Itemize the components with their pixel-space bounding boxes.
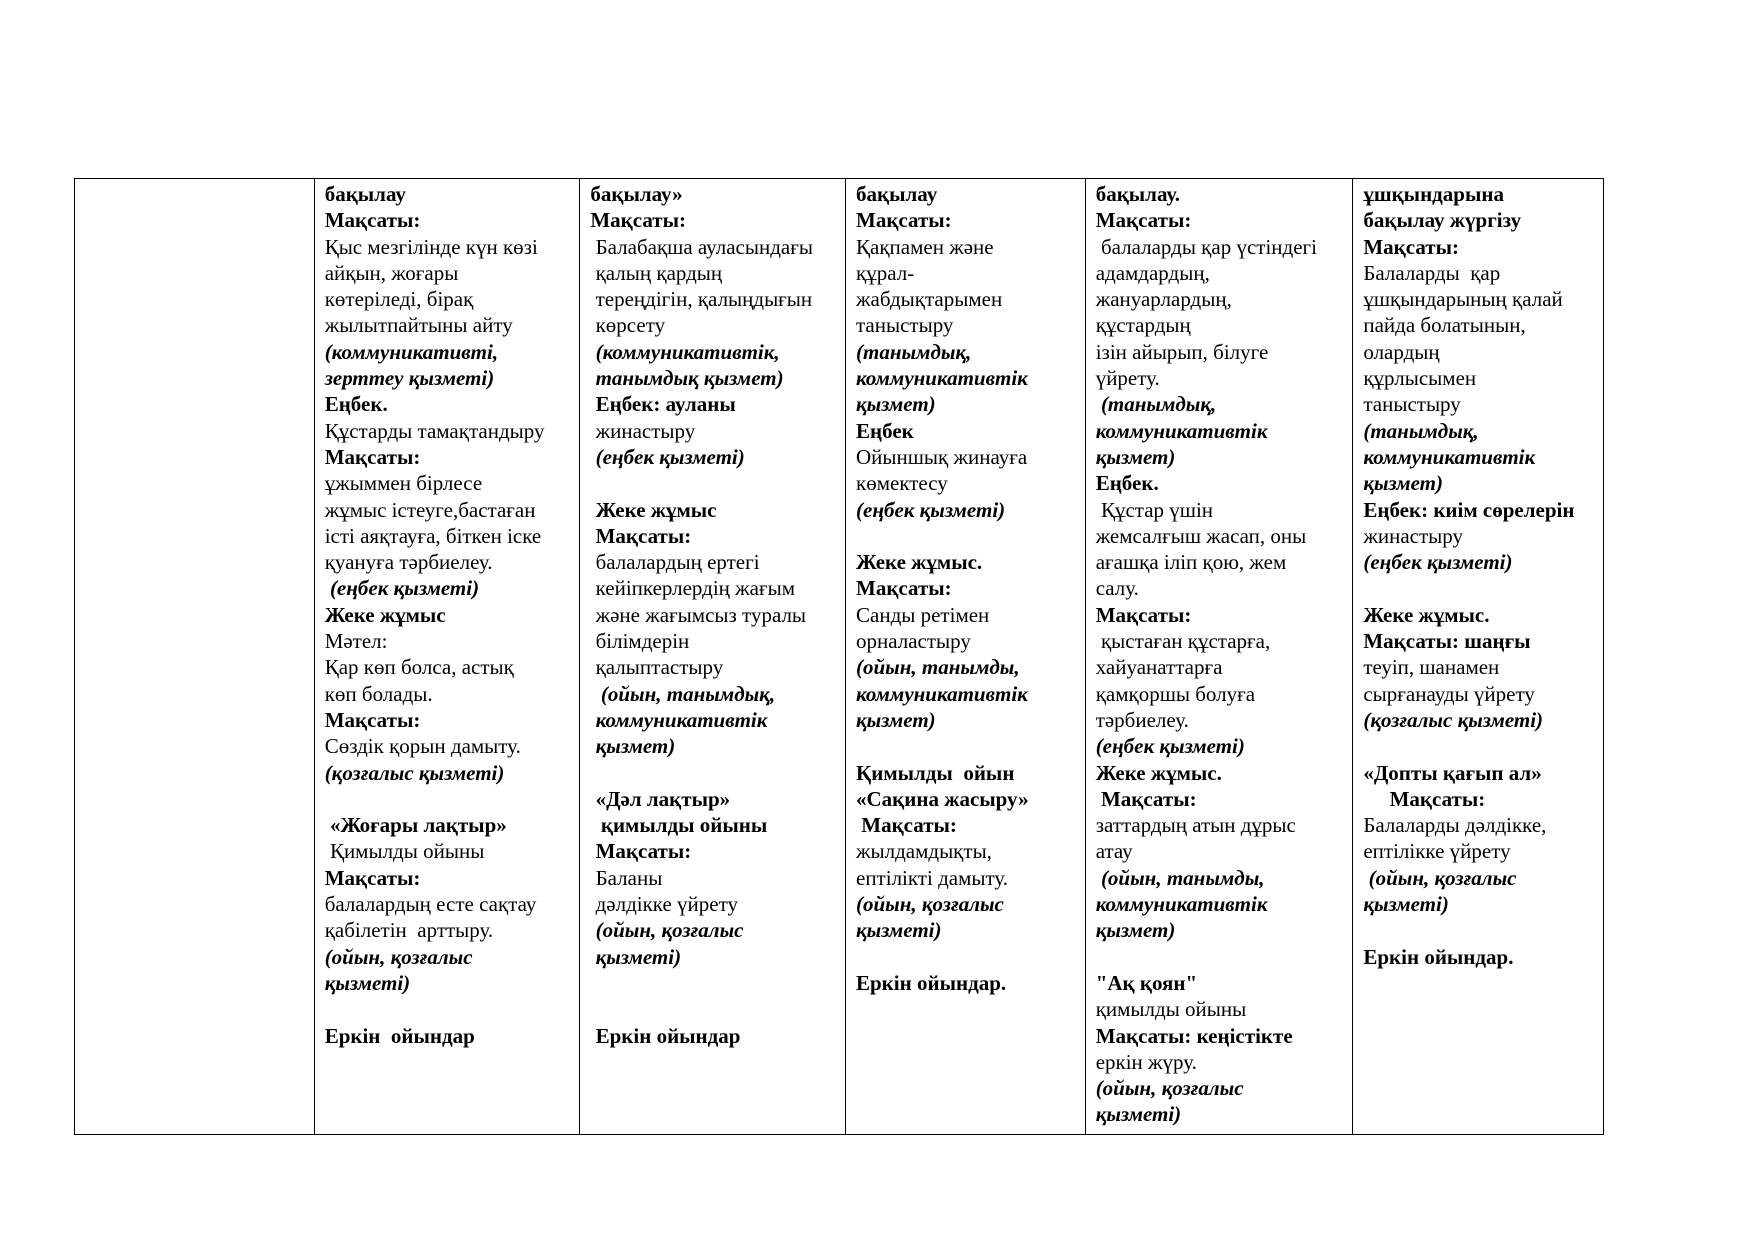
- table-column-6: [1352, 179, 1603, 1134]
- cell-text-line: [1363, 575, 1597, 601]
- cell-text-line: балалардың ертегі: [590, 550, 760, 575]
- cell-text-line: (танымдық,: [1363, 418, 1479, 443]
- cell-text-line: құрлысымен: [1363, 366, 1477, 391]
- cell-text-line: Еркін ойындар.: [856, 970, 1007, 995]
- cell-text-line: Қыс мезгілінде күн көзі: [324, 234, 538, 259]
- cell-text-line: Құстарды тамақтандыру: [324, 418, 545, 443]
- cell-text-line: (қозғалыс қызметі): [324, 760, 505, 785]
- cell-text-line: қыстаған құстарға,: [1095, 629, 1271, 654]
- cell-text-line: [590, 996, 839, 1022]
- cell-text-line: [590, 760, 839, 786]
- cell-text-line: (танымдық,: [1095, 392, 1217, 417]
- cell-text-line: Мақсаты:: [590, 208, 687, 233]
- cell-text-line: заттардың атын дұрыс: [1095, 813, 1296, 838]
- cell-text-line: Еркін ойындар: [324, 1023, 475, 1048]
- cell-text-line: көп болады.: [324, 681, 433, 706]
- cell-text-line: және жағымсыз туралы: [590, 602, 807, 627]
- table-column-5: [1085, 179, 1353, 1134]
- cell-text-line: Жеке жұмыс: [590, 497, 717, 522]
- cell-text-line: [590, 970, 839, 996]
- cell-text-line: [1363, 733, 1597, 759]
- cell-text-line: Мәтел:: [324, 629, 388, 654]
- cell-text-line: Мақсаты:: [324, 707, 421, 732]
- cell-text-line: Мақсаты:: [1095, 208, 1192, 233]
- table-column-2: [314, 179, 580, 1134]
- cell-text-line: [856, 523, 1079, 549]
- cell-text-line: (танымдық,: [856, 339, 972, 364]
- cell-text-line: орналастыру: [856, 629, 971, 654]
- cell-text-line: қызметі): [324, 970, 411, 995]
- cell-text-line: Еркін ойындар.: [1363, 944, 1514, 969]
- cell-text-line: құстардың: [1095, 313, 1191, 338]
- cell-text-line: Мақсаты: шаңғы: [1363, 629, 1531, 654]
- cell-text-line: Еңбек: ауланы: [590, 392, 736, 417]
- cell-text-line: балалардың есте сақтау: [324, 892, 537, 917]
- cell-text-line: Мақсаты:: [1095, 602, 1192, 627]
- cell-text-line: (еңбек қызметі): [590, 444, 745, 469]
- cell-text-line: қызмет): [590, 734, 676, 759]
- cell-text-line: көтеріледі, бірақ: [324, 287, 474, 312]
- cell-text-line: Мақсаты:: [324, 865, 421, 890]
- cell-text-line: Мақсаты:: [590, 523, 692, 548]
- cell-text-line: Жеке жұмыс.: [1363, 602, 1490, 627]
- cell-text-line: қабілетін арттыру.: [324, 918, 494, 943]
- cell-text-line: (еңбек қызметі): [1363, 550, 1513, 575]
- cell-text-line: қызмет): [1095, 444, 1176, 469]
- cell-text-line: атау: [1095, 839, 1133, 864]
- cell-text-line: жылдамдықты,: [856, 839, 992, 864]
- cell-text-line: қамқоршы болуға: [1095, 681, 1256, 706]
- cell-text-line: үйрету.: [1095, 366, 1160, 391]
- cell-text-line: пайда болатынын,: [1363, 313, 1526, 338]
- cell-text-line: ептілікті дамыту.: [856, 865, 1009, 890]
- cell-text-line: қуануға тәрбиелеу.: [324, 550, 493, 575]
- cell-text-line: коммуникативтік: [590, 707, 768, 732]
- cell-text-line: Қақпамен және: [856, 234, 994, 259]
- cell-text-line: Қимылды ойын: [856, 760, 1015, 785]
- cell-text-line: (қозғалыс қызметі): [1363, 707, 1544, 732]
- cell-text-line: көрсету: [590, 313, 666, 338]
- cell-text-line: Еңбек: киім сөрелерін: [1363, 497, 1575, 522]
- cell-text-line: еркін жүру.: [1095, 1049, 1197, 1074]
- cell-text-line: қызмет): [856, 392, 936, 417]
- cell-text-line: Мақсаты:: [856, 576, 952, 601]
- cell-text-line: дәлдікке үйрету: [590, 892, 739, 917]
- cell-text-line: тәрбиелеу.: [1095, 707, 1189, 732]
- cell-text-line: (ойын, қозғалыс: [856, 892, 1004, 917]
- cell-text-line: жемсалғыш жасап, оны: [1095, 523, 1307, 548]
- cell-text-line: жұмыс істеуге,бастаған: [324, 497, 536, 522]
- cell-text-line: сырғанауды үйрету: [1363, 681, 1535, 706]
- cell-text-line: Мақсаты: кеңістікте: [1095, 1023, 1293, 1048]
- table-column-4: [845, 179, 1085, 1134]
- cell-text-line: Мақсаты:: [856, 208, 952, 233]
- cell-text-line: тереңдігін, қалыңдығын: [590, 287, 813, 312]
- cell-text-line: коммуникативтік: [856, 681, 1028, 706]
- cell-text-line: «Сақина жасыру»: [856, 786, 1029, 811]
- cell-text-line: Ойыншық жинауға: [856, 444, 1028, 469]
- cell-text-line: таныстыру: [856, 313, 954, 338]
- cell-text-line: Мақсаты:: [1363, 786, 1486, 811]
- cell-text-line: ұжыммен бірлесе: [324, 471, 483, 496]
- cell-text-line: кейіпкерлердің жағым: [590, 576, 796, 601]
- table-column-1: [75, 179, 314, 1134]
- cell-text-line: бақылау: [324, 182, 406, 206]
- cell-text-line: коммуникативтік: [1095, 892, 1268, 917]
- cell-text-line: қызметі): [1363, 892, 1449, 917]
- cell-text-line: жинастыру: [1363, 523, 1463, 548]
- cell-text-line: бақылау»: [590, 182, 683, 206]
- cell-text-line: Мақсаты:: [590, 839, 692, 864]
- cell-text-line: «Жоғары лақтыр»: [324, 813, 507, 838]
- cell-text-line: қалың қардың: [590, 260, 723, 285]
- cell-text-line: коммуникативтік: [856, 366, 1028, 391]
- cell-text-line: [325, 996, 574, 1022]
- cell-text-line: [856, 733, 1079, 759]
- cell-text-line: «Допты қағып ал»: [1363, 760, 1542, 785]
- cell-text-line: (еңбек қызметі): [856, 497, 1006, 522]
- cell-text-line: Балабақша ауласындағы: [590, 234, 813, 259]
- cell-text-line: ұшқындарының қалай: [1363, 287, 1563, 312]
- cell-text-line: (ойын, танымды,: [1095, 865, 1265, 890]
- cell-text-line: қимылды ойыны: [590, 813, 768, 838]
- schedule-table: [74, 178, 1604, 1135]
- cell-text-line: қалыптастыру: [590, 655, 724, 680]
- cell-text-line: құрал-: [856, 260, 915, 285]
- cell-text-line: бақылау: [856, 182, 938, 206]
- cell-text-line: ағашқа іліп қою, жем: [1095, 550, 1287, 575]
- cell-text-line: "Ақ қоян": [1095, 970, 1198, 995]
- cell-text-line: Балаларды дәлдікке,: [1363, 813, 1547, 838]
- cell-text-line: Еңбек.: [1095, 471, 1159, 496]
- cell-text-line: Еңбек.: [324, 392, 388, 417]
- cell-text-line: (ойын, қозғалыс: [590, 918, 744, 943]
- cell-text-line: Қар көп болса, астық: [324, 655, 514, 680]
- cell-text-line: жабдықтарымен: [856, 287, 1003, 312]
- cell-text-line: Санды ретімен: [856, 602, 990, 627]
- cell-text-line: бақылау жүргізу: [1363, 208, 1522, 233]
- cell-text-line: коммуникативтік: [1095, 418, 1268, 443]
- cell-text-line: (коммуникативтік,: [590, 339, 780, 364]
- cell-text-line: қызметі): [856, 918, 942, 943]
- cell-text-line: (ойын, танымды,: [856, 655, 1020, 680]
- cell-text-line: олардың: [1363, 339, 1440, 364]
- cell-text-line: жануарлардың,: [1095, 287, 1232, 312]
- cell-text-line: Баланы: [590, 865, 663, 890]
- cell-text-line: (еңбек қызметі): [1095, 734, 1245, 759]
- cell-text-line: [590, 470, 839, 496]
- cell-text-line: теуіп, шанамен: [1363, 655, 1500, 680]
- cell-text-line: [1096, 944, 1347, 970]
- cell-text-line: хайуанаттарға: [1095, 655, 1223, 680]
- cell-text-line: балаларды қар үстіндегі: [1095, 234, 1317, 259]
- cell-text-line: Мақсаты:: [1363, 234, 1460, 259]
- cell-text-line: Қимылды ойыны: [324, 839, 485, 864]
- cell-text-line: қызмет): [1363, 471, 1443, 496]
- cell-text-line: Жеке жұмыс.: [856, 550, 983, 575]
- cell-text-line: [325, 786, 574, 812]
- cell-text-line: ізін айырып, білуге: [1095, 339, 1269, 364]
- cell-text-line: (еңбек қызметі): [324, 576, 480, 601]
- cell-text-line: бақылау.: [1095, 182, 1181, 206]
- cell-text-line: Мақсаты:: [324, 208, 421, 233]
- cell-text-line: ұшқындарына: [1363, 182, 1504, 206]
- cell-text-line: (ойын, қозғалыс: [324, 944, 473, 969]
- cell-text-line: Еңбек: [856, 418, 914, 443]
- cell-text-line: (коммуникативті,: [324, 339, 499, 364]
- cell-text-line: [1363, 917, 1597, 943]
- cell-text-line: зерттеу қызметі): [324, 366, 495, 391]
- cell-text-line: таныстыру: [1363, 392, 1461, 417]
- cell-text-line: Еркін ойындар: [590, 1023, 741, 1048]
- cell-text-line: Сөздік қорын дамыту.: [324, 734, 521, 759]
- cell-text-line: қызметі): [590, 944, 682, 969]
- cell-text-line: Жеке жұмыс.: [1095, 760, 1222, 785]
- cell-text-line: жинастыру: [590, 418, 696, 443]
- cell-text-line: жылытпайтыны айту: [324, 313, 513, 338]
- cell-text-line: Мақсаты:: [324, 444, 421, 469]
- cell-text-line: Балаларды қар: [1363, 260, 1501, 285]
- cell-text-line: көмектесу: [856, 471, 948, 496]
- cell-text-line: Мақсаты:: [856, 813, 957, 838]
- cell-text-line: қимылды ойыны: [1095, 997, 1247, 1022]
- cell-text-line: (ойын, қозғалыс: [1095, 1076, 1244, 1101]
- cell-text-line: танымдық қызмет): [590, 366, 784, 391]
- cell-text-line: (ойын, танымдық,: [590, 681, 776, 706]
- cell-text-line: коммуникативтік: [1363, 444, 1536, 469]
- cell-text-line: істі аяқтауға, біткен іске: [324, 523, 542, 548]
- cell-text-line: ептілікке үйрету: [1363, 839, 1511, 864]
- table-column-3: [579, 179, 845, 1134]
- cell-text-line: айқын, жоғары: [324, 260, 459, 285]
- cell-text-line: «Дәл лақтыр»: [590, 786, 731, 811]
- cell-text-line: [856, 944, 1079, 970]
- cell-text-line: білімдерін: [590, 629, 690, 654]
- cell-text-line: қызмет): [856, 707, 936, 732]
- cell-text-line: Мақсаты:: [1095, 786, 1197, 811]
- cell-text-line: Құстар үшін: [1095, 497, 1214, 522]
- cell-text-line: Жеке жұмыс: [324, 602, 446, 627]
- cell-text-line: қызметі): [1095, 1102, 1182, 1127]
- cell-text-line: (ойын, қозғалыс: [1363, 865, 1517, 890]
- cell-text-line: салу.: [1095, 576, 1139, 601]
- cell-text-line: адамдардың,: [1095, 260, 1210, 285]
- cell-text-line: қызмет): [1095, 918, 1176, 943]
